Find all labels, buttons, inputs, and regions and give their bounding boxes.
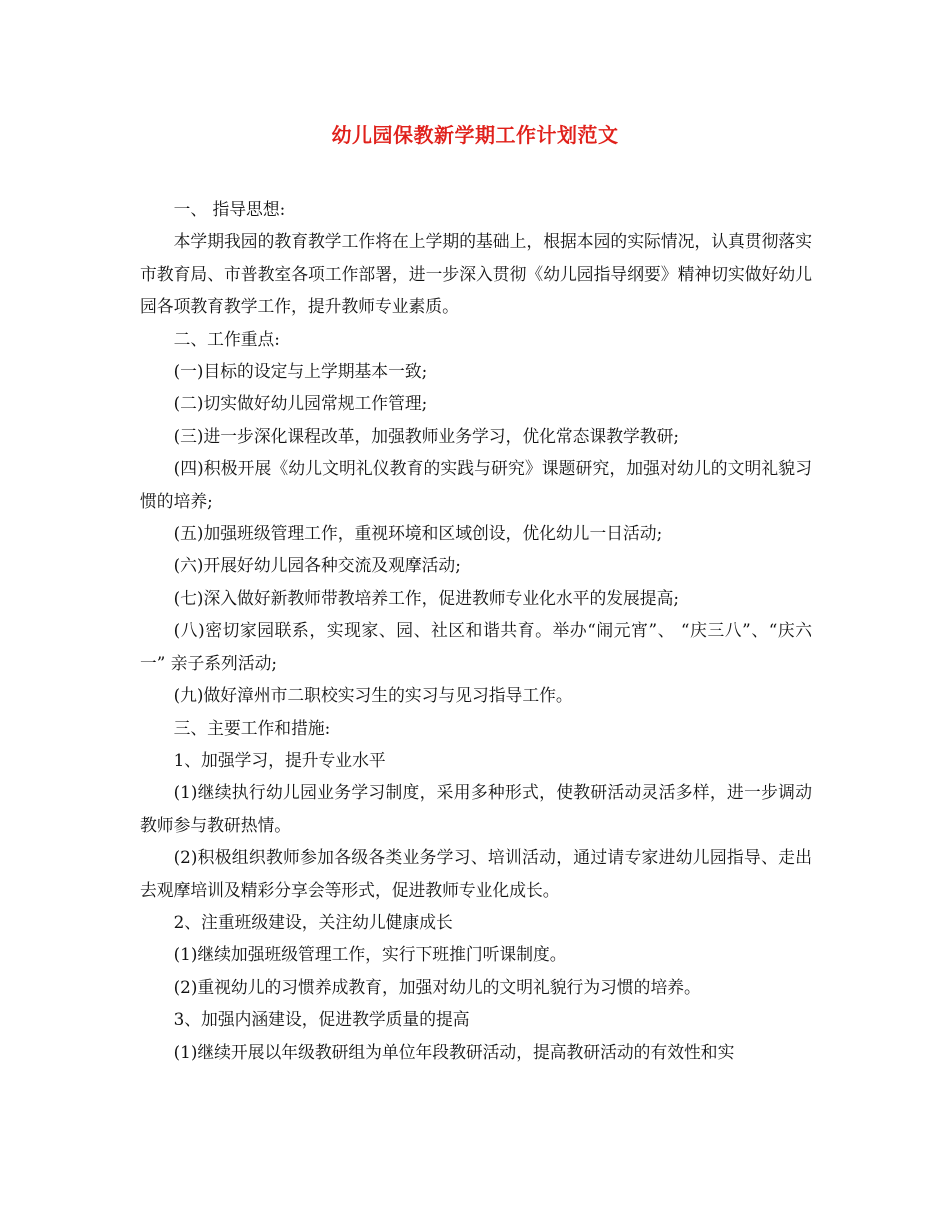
subitem-2-2: (2)重视幼儿的习惯养成教育，加强对幼儿的文明礼貌行为习惯的培养。 — [173, 976, 701, 997]
subheading-3: 3、加强内涵建设，促进教学质量的提高 — [173, 1009, 470, 1030]
subheading-1: 1、加强学习，提升专业水平 — [173, 749, 386, 770]
subitem-1-2: (2)积极组织教师参加各级各类业务学习、培训活动，通过请专家进幼儿园指导、走出去观摩培训及精彩分享会等形式，促进教师专业化成长。 — [140, 847, 812, 900]
list-item-focus-2: (二)切实做好幼儿园常规工作管理; — [173, 393, 428, 414]
subitem-3-1: (1)继续开展以年级教研组为单位年段教研活动，提高教研活动的有效性和实 — [173, 1041, 735, 1062]
subitem-2-1: (1)继续加强班级管理工作，实行下班推门听课制度。 — [173, 944, 567, 965]
list-item-focus-6: (六)开展好幼儿园各种交流及观摩活动; — [173, 555, 461, 576]
list-item-focus-9: (九)做好漳州市二职校实习生的实习与见习指导工作。 — [173, 685, 573, 706]
section-heading-guiding-thought: 一、 指导思想: — [173, 199, 286, 219]
document-title: 幼儿园保教新学期工作计划范文 — [331, 123, 619, 147]
section-heading-work-focus: 二、工作重点: — [173, 328, 280, 349]
subheading-2: 2、注重班级建设，关注幼儿健康成长 — [173, 911, 453, 932]
list-item-focus-5: (五)加强班级管理工作，重视环境和区域创设，优化幼儿一日活动; — [173, 523, 663, 544]
list-item-focus-4: (四)积极开展《幼儿文明礼仪教育的实践与研究》课题研究，加强对幼儿的文明礼貌习惯的培养; — [140, 458, 812, 511]
paragraph-guiding-thought: 本学期我园的教育教学工作将在上学期的基础上，根据本园的实际情况，认真贯彻落实市教育局、市普教室各项工作部署，进一步深入贯彻《幼儿园指导纲要》精神切实做好幼儿园各项教育教学工作，提升教师专业素质。 — [140, 231, 812, 317]
list-item-focus-3: (三)进一步深化课程改革，加强教师业务学习，优化常态课教学教研; — [173, 425, 680, 446]
list-item-focus-1: (一)目标的设定与上学期基本一致; — [173, 361, 428, 382]
subitem-1-1: (1)继续执行幼儿园业务学习制度，采用多种形式，使教研活动灵活多样，进一步调动教师参与教研热情。 — [140, 782, 812, 835]
section-heading-main-work: 三、主要工作和措施: — [173, 717, 331, 738]
document-body — [140, 193, 812, 1068]
list-item-focus-8: (八)密切家园联系，实现家、园、社区和谐共育。举办“闹元宵”、 “庆三八”、“庆六一” 亲子系列活动; — [140, 620, 812, 673]
list-item-focus-7: (七)深入做好新教师带教培养工作，促进教师专业化水平的发展提高; — [173, 587, 680, 608]
